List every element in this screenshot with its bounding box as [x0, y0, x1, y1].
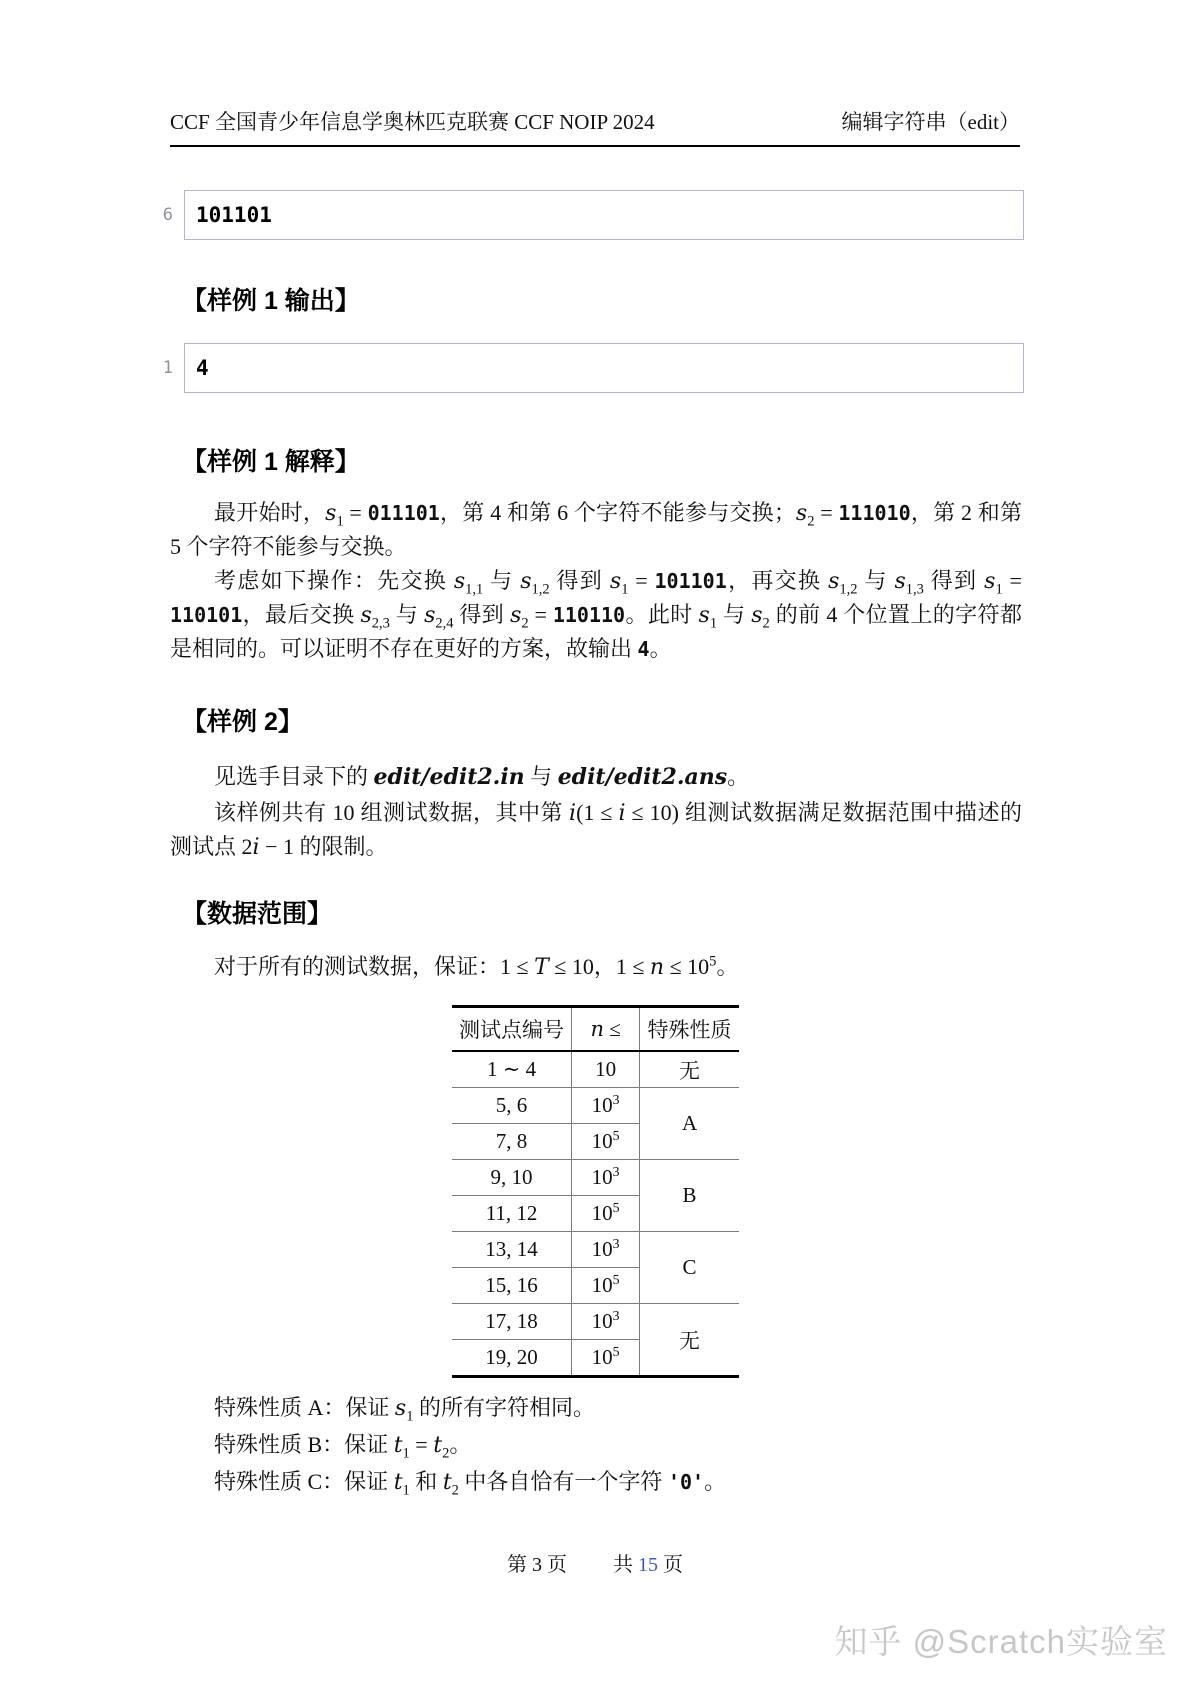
- watermark-zhihu-scratch-lab: 知乎 @Scratch实验室: [834, 1623, 1168, 1660]
- cell-testcase-id: 17, 18: [452, 1304, 572, 1340]
- heading-sample1-output: 【样例 1 输出】: [182, 287, 360, 315]
- cell-testcase-id: 9, 10: [452, 1160, 572, 1196]
- total-pages-suffix: 页: [663, 1554, 683, 1576]
- property-b-line: 特殊性质 B：保证 $t_1 = t_2$。: [214, 1432, 472, 1462]
- table-row: [452, 1160, 739, 1196]
- paragraph-explain-1: 最开始时，$s_1 = 011101$，第 4 和第 6 个字符不能参与交换；$s_2 = 111010$，第 2 和第 5 个字符不能参与交换。: [170, 500, 1022, 559]
- cell-n-limit: $10^3$: [572, 1088, 640, 1124]
- property-c-line: 特殊性质 C：保证 $t_1$ 和 $t_2$ 中各自恰有一个字符 '0'。: [214, 1469, 727, 1499]
- cell-testcase-id: 19, 20: [452, 1340, 572, 1377]
- cell-n-limit: $10^3$: [572, 1304, 640, 1340]
- cell-special-property: 无: [679, 1328, 701, 1353]
- cell-special-property: B: [640, 1160, 739, 1232]
- cell-n-limit: $10^5$: [572, 1196, 640, 1232]
- table-row: [452, 1088, 739, 1124]
- code-text: 101101: [196, 203, 272, 227]
- heading-sample2: 【样例 2】: [182, 708, 303, 736]
- cell-testcase-id: 15, 16: [452, 1268, 572, 1304]
- current-page-label: 第 3 页: [507, 1554, 567, 1576]
- table-row: [452, 1232, 739, 1268]
- code-block-sample1-output: [162, 343, 1024, 393]
- line-number: 1: [162, 358, 173, 378]
- line-number: 6: [162, 205, 173, 225]
- col-header-special-property: 特殊性质: [640, 1007, 739, 1052]
- data-range-table: [452, 1005, 739, 1378]
- table-row: [452, 1051, 739, 1088]
- paragraph-explain-2: 考虑如下操作：先交换 $s_{1,1}$ 与 $s_{1,2}$ 得到 $s_1 = 101101$，再交换 $s_{1,2}$ 与 $s_{1,3}$ 得到 $s_1 = 110101$，最后交换 $s_{2,3}$ 与 $s_{2,4}$ 得到 $s_2 = 110110$。此时 $s_1$ 与 $s_2$ 的前 4 个位置上的字符都是相同的。可以证明不存在更好的方案，故输出 4。: [170, 568, 1022, 661]
- table-header-row: [452, 1007, 739, 1052]
- paragraph-sample2-groups: 该样例共有 10 组测试数据，其中第 i(1 ≤ i ≤ 10) 组测试数据满足数据范围中描述的测试点 2i − 1 的限制。: [170, 800, 1022, 860]
- header-contest-title: CCF 全国青少年信息学奥林匹克联赛 CCF NOIP 2024: [170, 110, 655, 134]
- paragraph-data-range-guarantee: 对于所有的测试数据，保证：1 ≤ T ≤ 10，$1 \le n \le 10^5$。: [214, 953, 739, 980]
- code-block-sample1-input: [162, 190, 1024, 240]
- cell-special-property: C: [640, 1232, 739, 1304]
- cell-n-limit: $10^5$: [572, 1268, 640, 1304]
- cell-n-limit: $10^3$: [572, 1232, 640, 1268]
- cell-testcase-id: 11, 12: [452, 1196, 572, 1232]
- special-properties-block: [170, 1390, 1022, 1501]
- cell-n-limit: 10: [572, 1051, 640, 1088]
- cell-special-property: A: [640, 1088, 739, 1160]
- page-footer: [170, 1548, 1020, 1577]
- cell-n-limit: $10^5$: [572, 1340, 640, 1377]
- cell-n-limit: $10^3$: [572, 1160, 640, 1196]
- heading-data-range: 【数据范围】: [182, 900, 333, 928]
- paragraph-sample2-files: 见选手目录下的 edit/edit2.in 与 edit/edit2.ans。: [214, 764, 750, 790]
- total-pages-prefix: 共: [613, 1554, 633, 1576]
- property-a-line: 特殊性质 A：保证 $s_1$ 的所有字符相同。: [214, 1395, 595, 1425]
- total-pages-link[interactable]: 15: [638, 1554, 658, 1576]
- cell-testcase-id: 7, 8: [452, 1124, 572, 1160]
- col-header-testcase-id: 测试点编号: [452, 1007, 572, 1052]
- table-row: [452, 1304, 739, 1340]
- header-problem-title: 编辑字符串（edit）: [841, 110, 1020, 134]
- cell-n-limit: $10^5$: [572, 1124, 640, 1160]
- code-text: 4: [196, 356, 209, 380]
- col-header-n-limit: n ≤: [572, 1007, 640, 1052]
- cell-testcase-id: 13, 14: [452, 1232, 572, 1268]
- cell-special-property: 无: [640, 1051, 739, 1088]
- cell-testcase-id: 1 ∼ 4: [452, 1051, 572, 1088]
- page-header: [170, 108, 1020, 147]
- cell-testcase-id: 5, 6: [452, 1088, 572, 1124]
- heading-sample1-explain: 【样例 1 解释】: [182, 448, 360, 476]
